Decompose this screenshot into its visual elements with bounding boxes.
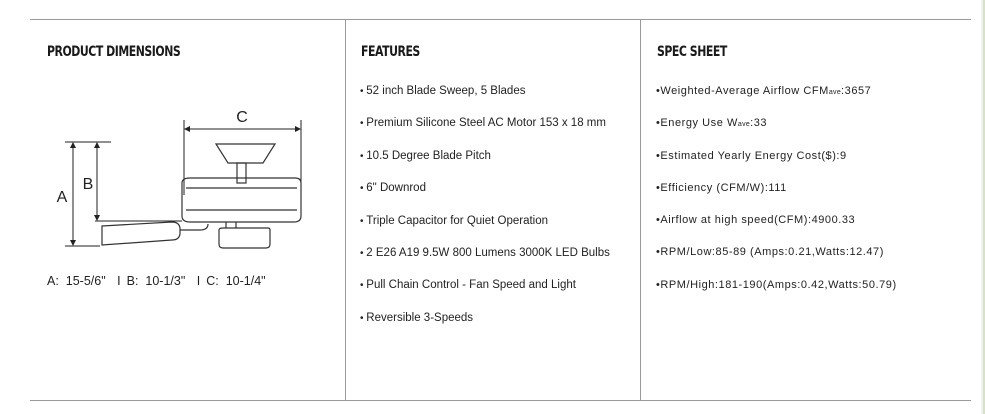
dimension-b-key: B	[126, 274, 135, 288]
dimension-c-label: C	[236, 109, 248, 126]
dimension-b-marker	[95, 147, 182, 221]
feature-item: • 10.5 Degree Blade Pitch	[360, 149, 610, 181]
fan-dimension-diagram	[40, 100, 330, 260]
spec-item	[656, 213, 897, 245]
dimension-c-value: 10-1/4"	[225, 274, 266, 288]
bottom-rule	[30, 400, 971, 401]
spec-label: Efficiency (CFM/W):111	[660, 181, 787, 194]
dimension-a-value: 15-5/6"	[65, 274, 106, 288]
spec-label: RPM/High:181-190(Amps:0.42,Watts:50.79)	[660, 278, 897, 291]
spec-label: Energy Use W	[660, 117, 738, 130]
dimension-a-key: A	[47, 274, 56, 288]
spec-label: RPM/Low:85-89 (Amps:0.21,Watts:12.47)	[660, 246, 884, 259]
feature-item: • Triple Capacitor for Quiet Operation	[360, 214, 610, 246]
column-divider	[640, 19, 641, 401]
dimension-b-value: 10-1/3"	[145, 274, 186, 288]
dimension-b-label: B	[82, 176, 94, 193]
dimensions-summary: A: 15-5/6" I B: 10-1/3" I C: 10-1/4"	[47, 274, 266, 288]
spec-item	[656, 116, 897, 148]
dimension-a-label: A	[56, 189, 68, 206]
spec-label: Estimated Yearly Energy Cost($):9	[660, 149, 847, 162]
separator: I	[117, 274, 121, 288]
feature-item: • Reversible 3-Speeds	[360, 311, 610, 343]
spec-sheet-heading: SPEC SHEET	[657, 44, 727, 60]
feature-item: • 2 E26 A19 9.5W 800 Lumens 3000K LED Bulbs	[360, 246, 610, 278]
ceiling-fan-drawing	[102, 144, 301, 248]
feature-item: • Premium Silicone Steel AC Motor 153 x 18 mm	[360, 116, 610, 148]
feature-item: • 6" Downrod	[360, 181, 610, 213]
features-heading: FEATURES	[361, 44, 420, 60]
spec-value: :33	[750, 117, 768, 130]
spec-item	[656, 181, 897, 213]
column-divider	[345, 19, 346, 401]
dimension-a-marker	[65, 142, 111, 246]
separator: I	[196, 274, 201, 288]
feature-item: • 52 inch Blade Sweep, 5 Blades	[360, 84, 610, 116]
spec-label: Weighted-Average Airflow CFM	[660, 85, 829, 97]
spec-item	[656, 245, 897, 277]
spec-value: :3657	[841, 85, 872, 97]
feature-item: • Pull Chain Control - Fan Speed and Light	[360, 278, 610, 310]
features-list	[360, 84, 610, 343]
spec-subscript: ave	[828, 89, 842, 96]
spec-label: Airflow at high speed(CFM):4900.33	[660, 214, 856, 227]
dimension-c-key: C	[206, 274, 216, 288]
spec-item	[656, 84, 897, 116]
spec-list	[656, 84, 897, 310]
spec-item	[656, 149, 897, 181]
spec-item	[656, 278, 897, 310]
top-rule	[30, 19, 971, 20]
spec-subscript: ave	[737, 121, 751, 129]
dimensions-heading: PRODUCT DIMENSIONS	[47, 44, 181, 60]
dimension-c-marker	[184, 120, 301, 195]
